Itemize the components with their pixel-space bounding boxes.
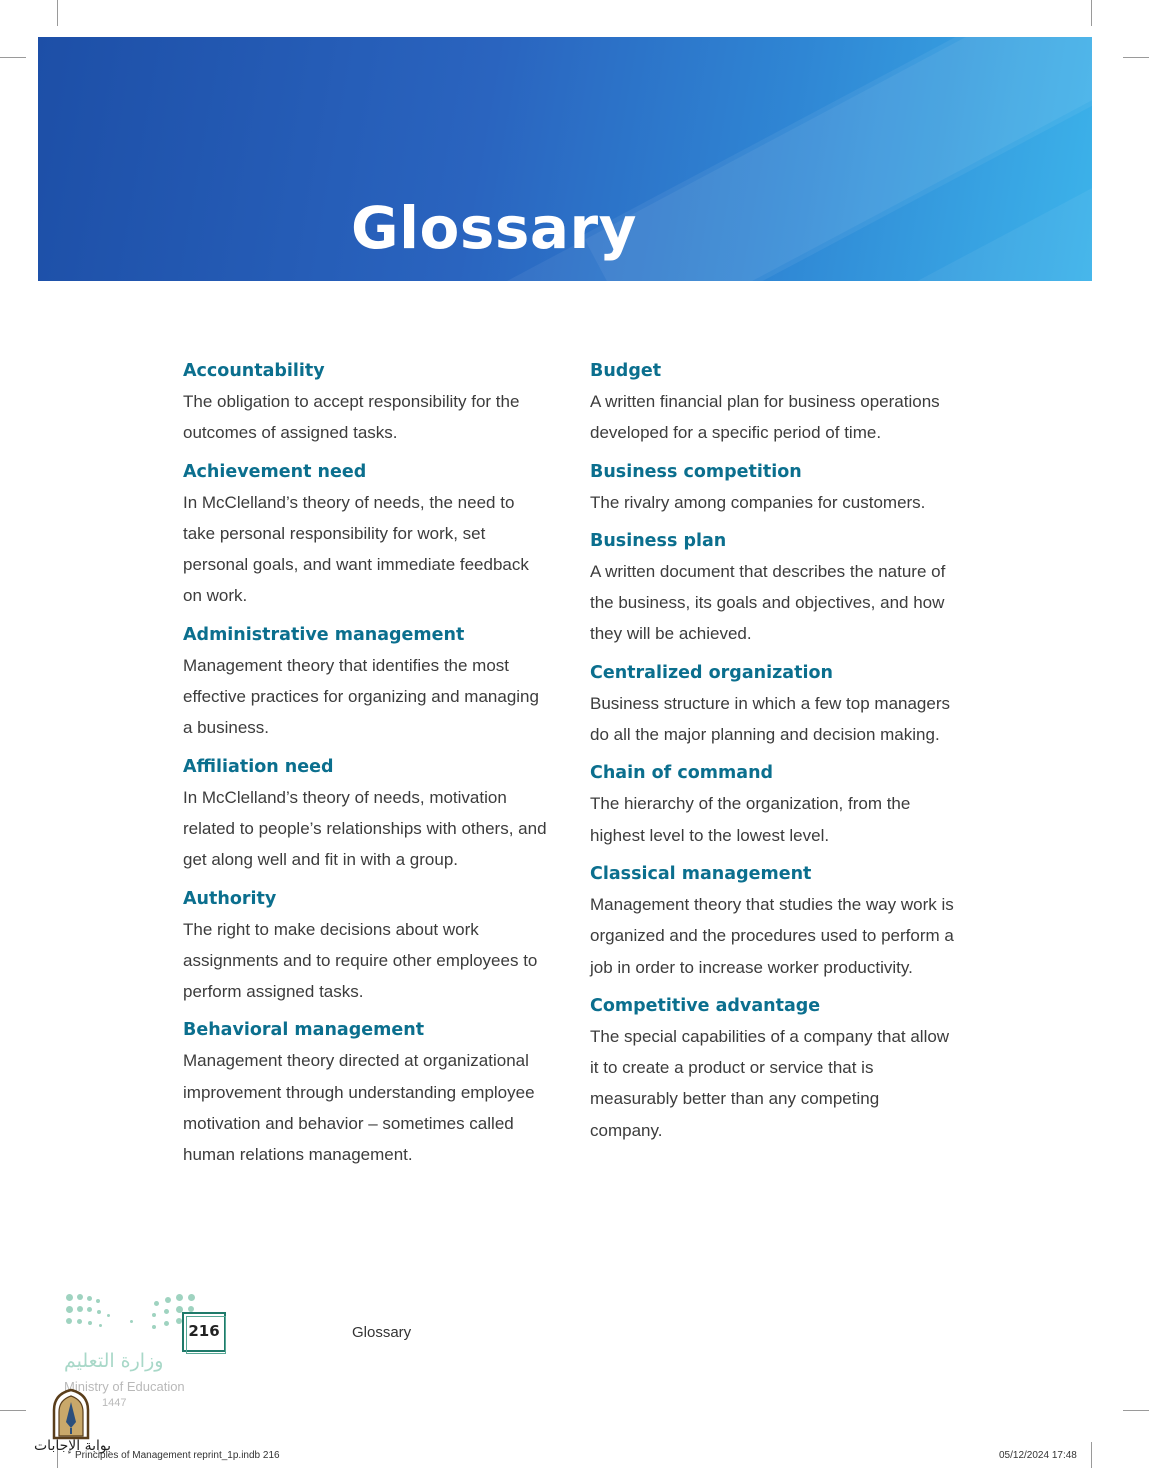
glossary-entry xyxy=(590,358,955,449)
crop-mark xyxy=(1091,1442,1092,1468)
glossary-term: Competitive advantage xyxy=(590,995,821,1016)
crop-mark xyxy=(1123,57,1149,58)
site-name-arabic: بوابة الإجابات xyxy=(34,1438,112,1454)
glossary-definition: A written financial plan for business operations developed for a specific period of time. xyxy=(590,392,940,443)
print-slug-date: 05/12/2024 17:48 xyxy=(999,1450,1077,1461)
glossary-term: Behavioral management xyxy=(183,1020,425,1041)
page-title: Glossary xyxy=(351,194,637,262)
glossary-term: Achievement need xyxy=(183,461,367,482)
glossary-definition: Management theory directed at organizational improvement through understanding employee motivation and behavior – sometimes called human relations management. xyxy=(183,1051,535,1165)
glossary-entry xyxy=(183,459,548,612)
crop-mark xyxy=(1091,0,1092,26)
glossary-entry xyxy=(590,528,955,650)
glossary-definition: Business structure in which a few top managers do all the major planning and decision making. xyxy=(590,693,951,745)
glossary-term: Business competition xyxy=(590,461,802,482)
glossary-term: Centralized organization xyxy=(590,662,833,683)
glossary-definition: In McClelland’s theory of needs, the need to take personal responsibility for work, set personal goals, and want immediate feedback on work. xyxy=(183,492,529,606)
crop-mark xyxy=(57,0,58,26)
glossary-entry xyxy=(183,358,548,449)
glossary-banner xyxy=(38,37,1092,281)
print-slug-file: Principles of Management reprint_1p.indb 216 xyxy=(75,1450,280,1461)
glossary-definition: The hierarchy of the organization, from the highest level to the lowest level. xyxy=(590,794,911,845)
glossary-column-right xyxy=(590,358,955,1156)
site-logo-icon xyxy=(48,1388,94,1440)
glossary-definition: In McClelland’s theory of needs, motivation related to people’s relationships with others, and get along well and fit in with a group. xyxy=(183,787,547,870)
crop-mark xyxy=(0,1410,26,1411)
ministry-name-arabic: وزارة التعليم xyxy=(64,1350,164,1372)
glossary-definition: The rivalry among companies for customers. xyxy=(590,492,926,512)
glossary-term: Authority xyxy=(183,888,277,909)
year-label: 1447 xyxy=(102,1397,127,1409)
glossary-entry xyxy=(183,886,548,1008)
crop-mark xyxy=(1123,1410,1149,1411)
glossary-definition: Management theory that identifies the most effective practices for organizing and managing a business. xyxy=(183,655,539,738)
page-number: 216 xyxy=(188,1322,220,1340)
glossary-definition: The right to make decisions about work assignments and to require other employees to perform assigned tasks. xyxy=(183,919,538,1002)
ministry-name-english: Ministry of Education xyxy=(64,1379,185,1394)
glossary-term: Classical management xyxy=(590,863,812,884)
glossary-term: Affiliation need xyxy=(183,756,334,777)
glossary-entry xyxy=(590,660,955,751)
glossary-definition: The obligation to accept responsibility for the outcomes of assigned tasks. xyxy=(183,392,520,443)
glossary-term: Business plan xyxy=(590,530,727,551)
glossary-entry xyxy=(590,861,955,983)
glossary-entry xyxy=(590,760,955,851)
glossary-term: Administrative management xyxy=(183,624,465,645)
glossary-definition: A written document that describes the nature of the business, its goals and objectives, and how they will be achieved. xyxy=(590,561,946,644)
glossary-entry xyxy=(183,1017,548,1170)
glossary-term: Chain of command xyxy=(590,763,774,784)
glossary-definition: Management theory that studies the way work is organized and the procedures used to perform a job in order to increase worker productivity. xyxy=(590,894,954,977)
glossary-term: Budget xyxy=(590,361,662,381)
glossary-entry xyxy=(183,754,548,876)
glossary-entry xyxy=(590,993,955,1146)
glossary-entry xyxy=(590,459,955,518)
glossary-column-left xyxy=(183,358,548,1181)
glossary-term: Accountability xyxy=(183,361,325,381)
crop-mark xyxy=(0,57,26,58)
footer-section-label: Glossary xyxy=(352,1324,412,1341)
glossary-entry xyxy=(183,622,548,744)
glossary-definition: The special capabilities of a company that allow it to create a product or service that is measurably better than any competing company. xyxy=(590,1026,950,1140)
